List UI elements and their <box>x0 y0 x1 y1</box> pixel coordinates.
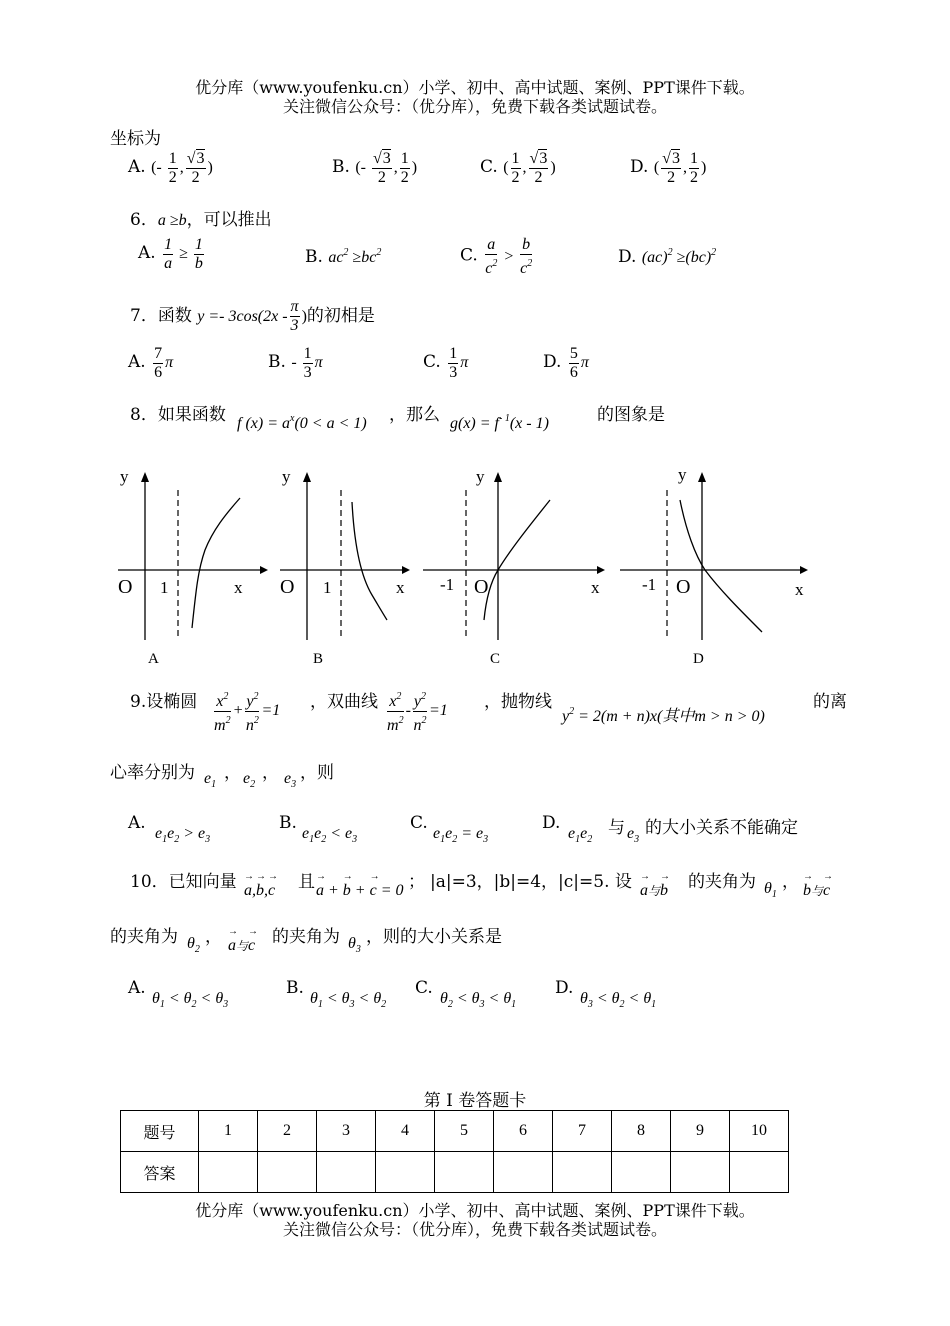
q9-e1: $e_1$ <box>204 770 217 790</box>
q6-option-d: D. (ac)$^2$ ≥(bc)$^2$ <box>618 247 717 267</box>
q9-option-a: $e_1e_2 > e_3$ <box>155 825 211 845</box>
q9-option-b: $e_1e_2 < e_3$ <box>302 825 358 845</box>
q9-e3: $e_3$ <box>284 770 297 790</box>
q9-parabola: $y^2 = 2(m + n)x$(其中m > n > 0) <box>562 706 765 725</box>
q10-theta1: $\theta_1$ <box>764 880 777 900</box>
q10-and: 且 <box>298 872 315 892</box>
q10-option-d: $\theta_3 < \theta_2 < \theta_1$ <box>580 990 657 1010</box>
q5-option-c: C. ( $\frac{1}{2}$ , $\frac{√3}{2}$ ) <box>480 150 556 186</box>
q7-option-b: B. - $\frac{1}{3}$ π <box>268 345 323 381</box>
graph-c-x-label: x <box>591 578 600 597</box>
answer-card-num: 1 <box>199 1111 258 1152</box>
q5-stem-end: 坐标为 <box>110 129 161 149</box>
q6-option-a: A. $\frac{1}{a}$ ≥ $\frac{1}{b}$ <box>138 236 203 272</box>
answer-card-row1-label: 题号 <box>121 1111 199 1152</box>
header-line-1: 优分库（www.youfenku.cn）小学、初中、高中试题、案例、PPT课件下载。 <box>195 78 755 97</box>
footer-line-1: 优分库（www.youfenku.cn）小学、初中、高中试题、案例、PPT课件下载。 <box>195 1201 755 1220</box>
q9-option-d-e3: $e_3$ <box>627 825 640 845</box>
q10-option-c-label: C. <box>415 978 433 998</box>
answer-card-num: 2 <box>258 1111 317 1152</box>
answer-cell[interactable] <box>730 1152 789 1193</box>
q10-b-with-c: b →与c → <box>803 882 830 900</box>
q6-stem: 6．a ≥b，可以推出 <box>130 210 272 230</box>
q10-magnitudes: |a|=3，|b|=4，|c|=5. 设 <box>430 872 632 892</box>
graph-a-origin: O <box>118 576 133 598</box>
graph-d <box>620 465 808 667</box>
q5-option-d: D. ( $\frac{√3}{2}$ , $\frac{1}{2}$ ) <box>630 150 707 186</box>
q10-vectors: a →,b →,c → <box>244 882 275 900</box>
q9-option-d-tail: 的大小关系不能确定 <box>645 818 798 838</box>
answer-cell[interactable] <box>671 1152 730 1193</box>
q10-semicolon: ； <box>408 872 425 892</box>
answer-cell[interactable] <box>376 1152 435 1193</box>
q10-option-b-label: B. <box>286 978 304 998</box>
q7-option-d: D. $\frac{5}{6}$ π <box>543 345 589 381</box>
q6-option-b: B. $ac^2 \ge bc^2$ <box>305 247 382 267</box>
graph-d-label: D <box>693 651 704 667</box>
answer-card-row2-label: 答案 <box>121 1152 199 1193</box>
q10-num: 10．已知向量 <box>130 872 237 892</box>
q9-mid1: ，双曲线 <box>310 692 378 712</box>
answer-card-num: 9 <box>671 1111 730 1152</box>
answer-cell[interactable] <box>199 1152 258 1193</box>
header-line-2: 关注微信公众号：（优分库），免费下载各类试题试卷。 <box>282 97 667 116</box>
graph-b-y-label: y <box>282 467 291 486</box>
graph-b-origin: O <box>280 576 295 598</box>
graph-c-y-label: y <box>476 467 485 486</box>
answer-card-num: 7 <box>553 1111 612 1152</box>
q10-sum: a → + b → + c → = 0 <box>316 882 404 900</box>
graph-c-label: C <box>490 651 501 667</box>
q8-graphs <box>110 460 830 670</box>
q9-option-c: $e_1e_2 = e_3$ <box>433 825 489 845</box>
graph-c-neg-one: -1 <box>440 575 455 594</box>
graph-a <box>118 467 268 667</box>
q10-comma: ， <box>782 872 799 892</box>
graph-a-label: A <box>148 651 159 667</box>
q10-angle-is-2: 的夹角为 <box>272 927 340 947</box>
graph-d-origin: O <box>676 576 691 598</box>
answer-card-answer-row <box>121 1152 789 1193</box>
answer-cell[interactable] <box>317 1152 376 1193</box>
graph-d-x-label: x <box>795 580 804 599</box>
q9-line2: 心率分别为 <box>110 763 195 783</box>
q10-theta2: $\theta_2$ <box>187 935 200 955</box>
q10-angle-is: 的夹角为 <box>688 872 756 892</box>
q10-theta3: $\theta_3$ <box>348 935 361 955</box>
q10-line2-end: ，则的大小关系是 <box>366 927 502 947</box>
q9-num: 9.设椭圆 <box>130 692 198 712</box>
graph-b-x-label: x <box>396 578 405 597</box>
graph-c <box>423 467 605 667</box>
answer-card-num: 6 <box>494 1111 553 1152</box>
q9-option-b-label: B. <box>279 813 297 833</box>
answer-cell[interactable] <box>553 1152 612 1193</box>
q10-comma2: ， <box>205 927 222 947</box>
graph-c-origin: O <box>474 576 489 598</box>
answer-card-title: 第 I 卷答题卡 <box>423 1091 527 1111</box>
q10-option-b: $\theta_1 < \theta_3 < \theta_2$ <box>310 990 387 1010</box>
q7-stem: 7．函数 y =- 3cos(2x - $\frac{\pi}{3}$ )的初相是 <box>130 298 375 334</box>
q5-option-a: A. (- $\frac{1}{2}$ , $\frac{√3}{2}$ ) <box>128 150 213 186</box>
answer-card-num: 3 <box>317 1111 376 1152</box>
q10-option-a: $\theta_1 < \theta_2 < \theta_3$ <box>152 990 229 1010</box>
q10-line2-start: 的夹角为 <box>110 927 178 947</box>
q7-option-a: A. $\frac{7}{6}$ π <box>128 345 174 381</box>
q5-option-b: B. (- $\frac{√3}{2}$ , $\frac{1}{2}$ ) <box>332 150 418 186</box>
graph-a-one: 1 <box>160 578 169 597</box>
answer-cell[interactable] <box>435 1152 494 1193</box>
q8-f-expr: f $(x) = a^x(0 < a < 1)$ <box>237 413 367 432</box>
graph-a-y-label: y <box>120 467 129 486</box>
graph-b <box>280 467 410 667</box>
answer-card-num: 8 <box>612 1111 671 1152</box>
answer-cell[interactable] <box>258 1152 317 1193</box>
q9-ellipse: $\frac{x^2}{m^2}$ + $\frac{y^2}{n^2}$ =1 <box>212 688 280 735</box>
answer-card-number-row <box>121 1111 789 1152</box>
q9-tail: 的离 <box>813 692 847 712</box>
footer-line-2: 关注微信公众号：（优分库），免费下载各类试题试卷。 <box>282 1220 667 1239</box>
graph-a-x-label: x <box>234 578 243 597</box>
q9-option-d-e1e2: $e_1e_2$ <box>568 825 593 845</box>
answer-card-table <box>120 1110 789 1193</box>
q10-option-c: $\theta_2 < \theta_3 < \theta_1$ <box>440 990 517 1010</box>
q9-option-c-label: C. <box>410 813 428 833</box>
q9-mid2: ，抛物线 <box>484 692 552 712</box>
q9-option-d-with: 与 <box>608 818 625 838</box>
q8-mid: ，那么 <box>389 405 440 425</box>
graph-d-y-label: y <box>678 465 687 484</box>
graph-b-one: 1 <box>323 578 332 597</box>
q10-a-with-b: a →与b → <box>640 882 668 900</box>
q9-then: ，则 <box>300 763 334 783</box>
q9-option-a-label: A. <box>128 813 146 833</box>
answer-cell[interactable] <box>612 1152 671 1193</box>
q9-hyperbola: $\frac{x^2}{m^2}$ - $\frac{y^2}{n^2}$ =1 <box>385 688 448 735</box>
q9-option-d-label: D. <box>542 813 561 833</box>
q7-option-c: C. $\frac{1}{3}$ π <box>423 345 469 381</box>
q8-g-expr: $g(x) = f^{- 1}(x - 1)$ <box>450 413 549 432</box>
answer-cell[interactable] <box>494 1152 553 1193</box>
answer-card-num: 10 <box>730 1111 789 1152</box>
q8-num: 8．如果函数 <box>130 405 226 425</box>
answer-card-num: 4 <box>376 1111 435 1152</box>
q8-stem-end: 的图象是 <box>597 405 665 425</box>
q9-comma1: ， <box>224 763 241 783</box>
graph-d-neg-one: -1 <box>642 575 657 594</box>
graph-b-label: B <box>313 651 324 667</box>
q6-option-c: C. $\frac{a}{c^2}$ > $\frac{b}{c^2}$ <box>460 236 533 277</box>
q9-e2: $e_2$ <box>243 770 256 790</box>
q10-option-a-label: A. <box>128 978 146 998</box>
answer-card-num: 5 <box>435 1111 494 1152</box>
q10-option-d-label: D. <box>555 978 574 998</box>
q10-a-with-c: a →与c → <box>228 937 255 955</box>
q9-comma2: ， <box>262 763 279 783</box>
